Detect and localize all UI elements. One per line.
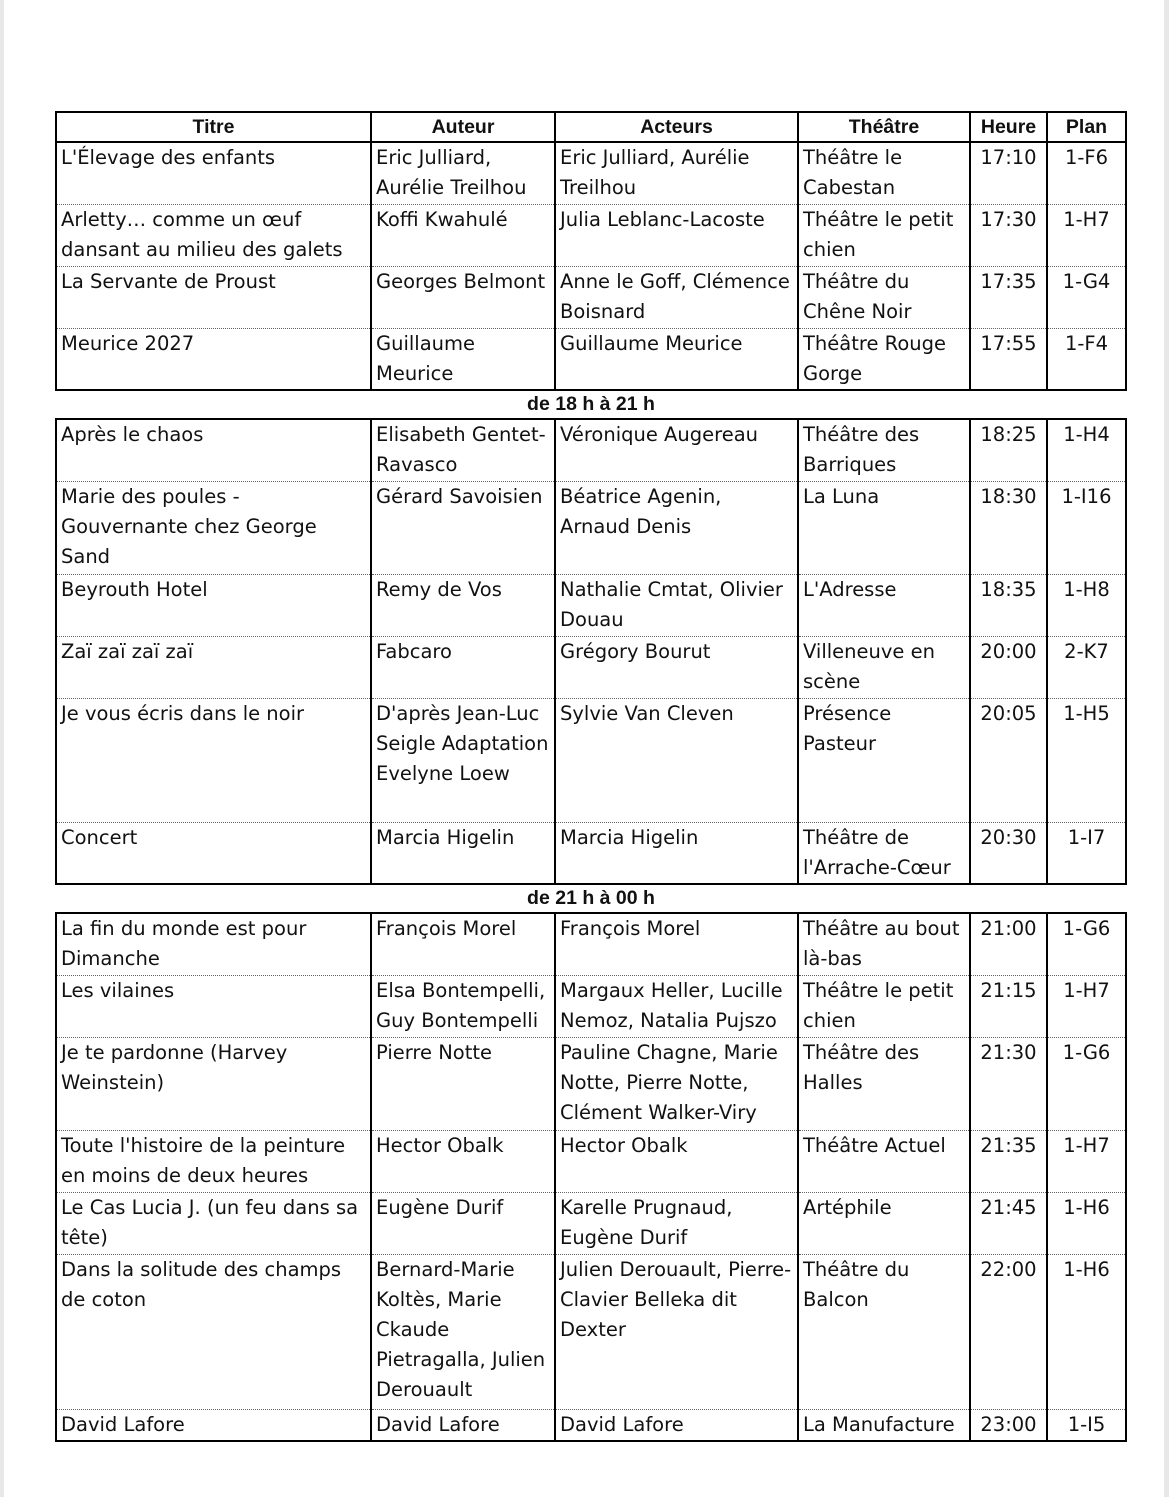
cell-actors: Julien Derouault, Pierre-Clavier Belleka dit Dexter [555, 1254, 798, 1409]
cell-plan: 1-H6 [1047, 1192, 1126, 1254]
section-label: de 18 h à 21 h [56, 390, 1126, 419]
cell-actors: Eric Julliard, Aurélie Treilhou [555, 142, 798, 204]
cell-theatre: Théâtre le Cabestan [798, 142, 970, 204]
cell-author: Gérard Savoisien [371, 481, 555, 574]
table-row [56, 636, 1126, 698]
table-body [56, 142, 1126, 1441]
cell-title: Je vous écris dans le noir [56, 698, 371, 822]
cell-theatre: Théâtre des Barriques [798, 419, 970, 481]
cell-title: David Lafore [56, 1409, 371, 1441]
cell-theatre: Théâtre du Chêne Noir [798, 266, 970, 328]
table-row [56, 142, 1126, 204]
table-row [56, 975, 1126, 1037]
cell-title: Marie des poules - Gouvernante chez George Sand [56, 481, 371, 574]
cell-theatre: Théâtre de l'Arrache-Cœur [798, 822, 970, 884]
header-plan: Plan [1047, 112, 1126, 142]
table-row [56, 328, 1126, 390]
header-row [56, 112, 1126, 142]
cell-time: 18:30 [970, 481, 1047, 574]
cell-plan: 1-F4 [1047, 328, 1126, 390]
cell-theatre: Théâtre au bout là-bas [798, 913, 970, 975]
cell-plan: 1-H4 [1047, 419, 1126, 481]
cell-actors: Karelle Prugnaud, Eugène Durif [555, 1192, 798, 1254]
cell-author: Eugène Durif [371, 1192, 555, 1254]
cell-actors: Anne le Goff, Clémence Boisnard [555, 266, 798, 328]
cell-title: Meurice 2027 [56, 328, 371, 390]
table-row [56, 204, 1126, 266]
cell-plan: 1-G6 [1047, 1037, 1126, 1130]
cell-author: Elisabeth Gentet-Ravasco [371, 419, 555, 481]
cell-actors: Véronique Augereau [555, 419, 798, 481]
cell-time: 21:35 [970, 1130, 1047, 1192]
cell-title: Dans la solitude des champs de coton [56, 1254, 371, 1409]
cell-plan: 1-I5 [1047, 1409, 1126, 1441]
cell-plan: 1-G6 [1047, 913, 1126, 975]
cell-plan: 1-H7 [1047, 1130, 1126, 1192]
table-row [56, 1254, 1126, 1409]
section-header-row [56, 390, 1126, 419]
cell-time: 17:30 [970, 204, 1047, 266]
cell-theatre: L'Adresse [798, 574, 970, 636]
header-author: Auteur [371, 112, 555, 142]
cell-plan: 1-H5 [1047, 698, 1126, 822]
cell-author: Elsa Bontempelli, Guy Bontempelli [371, 975, 555, 1037]
cell-actors: Nathalie Cmtat, Olivier Douau [555, 574, 798, 636]
cell-time: 17:35 [970, 266, 1047, 328]
cell-title: Zaï zaï zaï zaï [56, 636, 371, 698]
table-row [56, 1192, 1126, 1254]
cell-author: Remy de Vos [371, 574, 555, 636]
cell-title: Toute l'histoire de la peinture en moins de deux heures [56, 1130, 371, 1192]
cell-title: Concert [56, 822, 371, 884]
cell-title: L'Élevage des enfants [56, 142, 371, 204]
document-page [4, 0, 1164, 1497]
cell-plan: 1-H7 [1047, 204, 1126, 266]
cell-theatre: Théâtre Rouge Gorge [798, 328, 970, 390]
cell-plan: 1-F6 [1047, 142, 1126, 204]
header-title: Titre [56, 112, 371, 142]
cell-plan: 1-I16 [1047, 481, 1126, 574]
cell-plan: 1-I7 [1047, 822, 1126, 884]
cell-plan: 1-G4 [1047, 266, 1126, 328]
cell-theatre: Présence Pasteur [798, 698, 970, 822]
cell-theatre: Villeneuve en scène [798, 636, 970, 698]
cell-author: Koffi Kwahulé [371, 204, 555, 266]
table-row [56, 481, 1126, 574]
table-row [56, 419, 1126, 481]
section-header-row [56, 884, 1126, 913]
table-row [56, 698, 1126, 822]
cell-author: David Lafore [371, 1409, 555, 1441]
cell-time: 21:45 [970, 1192, 1047, 1254]
cell-time: 23:00 [970, 1409, 1047, 1441]
cell-time: 18:25 [970, 419, 1047, 481]
cell-plan: 1-H6 [1047, 1254, 1126, 1409]
cell-theatre: La Luna [798, 481, 970, 574]
cell-actors: François Morel [555, 913, 798, 975]
cell-title: La Servante de Proust [56, 266, 371, 328]
cell-title: Je te pardonne (Harvey Weinstein) [56, 1037, 371, 1130]
cell-time: 22:00 [970, 1254, 1047, 1409]
cell-time: 17:10 [970, 142, 1047, 204]
header-actors: Acteurs [555, 112, 798, 142]
cell-title: Les vilaines [56, 975, 371, 1037]
cell-author: Pierre Notte [371, 1037, 555, 1130]
cell-author: François Morel [371, 913, 555, 975]
schedule-table [55, 111, 1127, 1442]
cell-plan: 1-H7 [1047, 975, 1126, 1037]
cell-title: Après le chaos [56, 419, 371, 481]
cell-title: Beyrouth Hotel [56, 574, 371, 636]
cell-time: 21:30 [970, 1037, 1047, 1130]
cell-author: Bernard-Marie Koltès, Marie Ckaude Pietragalla, Julien Derouault [371, 1254, 555, 1409]
cell-title: Arletty… comme un œuf dansant au milieu des galets [56, 204, 371, 266]
cell-time: 20:05 [970, 698, 1047, 822]
cell-author: Eric Julliard, Aurélie Treilhou [371, 142, 555, 204]
cell-time: 20:00 [970, 636, 1047, 698]
cell-time: 18:35 [970, 574, 1047, 636]
cell-actors: Béatrice Agenin, Arnaud Denis [555, 481, 798, 574]
cell-actors: Marcia Higelin [555, 822, 798, 884]
cell-author: Hector Obalk [371, 1130, 555, 1192]
table-row [56, 266, 1126, 328]
cell-actors: Pauline Chagne, Marie Notte, Pierre Notte, Clément Walker-Viry [555, 1037, 798, 1130]
cell-theatre: Théâtre le petit chien [798, 204, 970, 266]
table-row [56, 1409, 1126, 1441]
cell-theatre: Artéphile [798, 1192, 970, 1254]
cell-time: 21:00 [970, 913, 1047, 975]
cell-actors: Grégory Bourut [555, 636, 798, 698]
cell-plan: 2-K7 [1047, 636, 1126, 698]
cell-time: 20:30 [970, 822, 1047, 884]
cell-author: D'après Jean-Luc Seigle Adaptation Evelyne Loew [371, 698, 555, 822]
cell-actors: David Lafore [555, 1409, 798, 1441]
header-time: Heure [970, 112, 1047, 142]
cell-author: Georges Belmont [371, 266, 555, 328]
cell-theatre: Théâtre du Balcon [798, 1254, 970, 1409]
header-theatre: Théâtre [798, 112, 970, 142]
cell-theatre: Théâtre des Halles [798, 1037, 970, 1130]
cell-actors: Hector Obalk [555, 1130, 798, 1192]
cell-theatre: Théâtre le petit chien [798, 975, 970, 1037]
cell-title: Le Cas Lucia J. (un feu dans sa tête) [56, 1192, 371, 1254]
cell-actors: Julia Leblanc-Lacoste [555, 204, 798, 266]
section-label: de 21 h à 00 h [56, 884, 1126, 913]
cell-theatre: La Manufacture [798, 1409, 970, 1441]
cell-author: Marcia Higelin [371, 822, 555, 884]
cell-actors: Guillaume Meurice [555, 328, 798, 390]
table-row [56, 822, 1126, 884]
cell-actors: Sylvie Van Cleven [555, 698, 798, 822]
cell-title: La fin du monde est pour Dimanche [56, 913, 371, 975]
cell-author: Fabcaro [371, 636, 555, 698]
cell-time: 21:15 [970, 975, 1047, 1037]
cell-theatre: Théâtre Actuel [798, 1130, 970, 1192]
table-row [56, 1037, 1126, 1130]
cell-time: 17:55 [970, 328, 1047, 390]
cell-plan: 1-H8 [1047, 574, 1126, 636]
cell-actors: Margaux Heller, Lucille Nemoz, Natalia Pujszo [555, 975, 798, 1037]
cell-author: Guillaume Meurice [371, 328, 555, 390]
table-row [56, 913, 1126, 975]
table-row [56, 1130, 1126, 1192]
table-row [56, 574, 1126, 636]
